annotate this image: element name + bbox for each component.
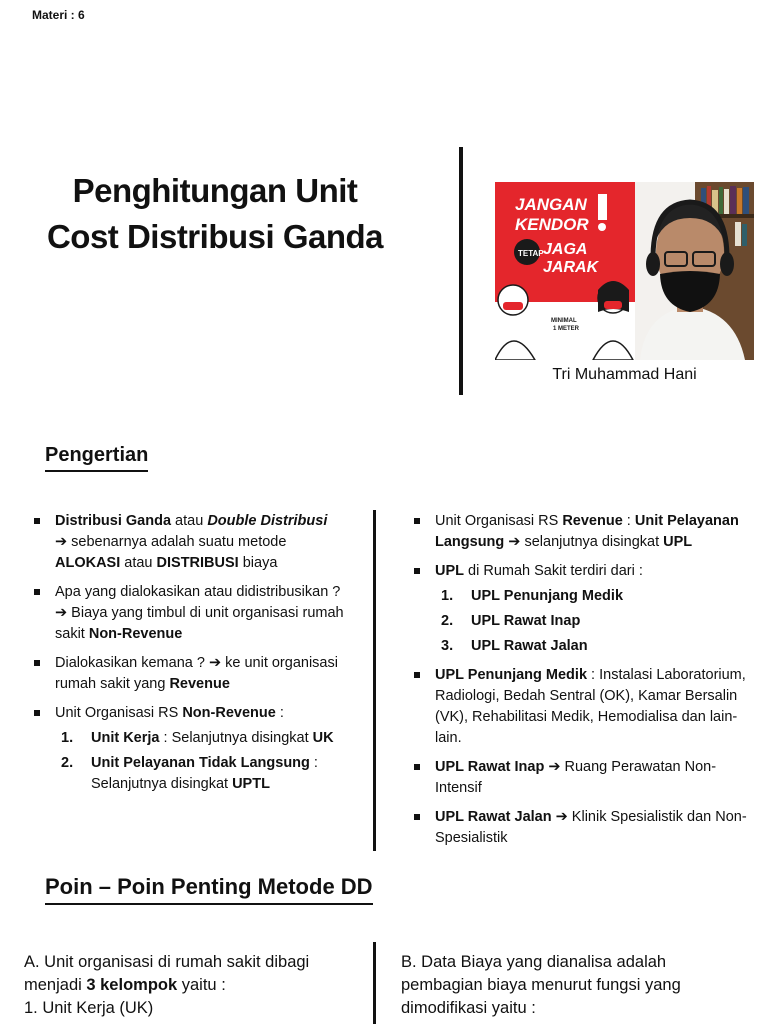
list-item: 2. UPL Rawat Inap [441, 613, 581, 629]
poster-text-jangan: JANGAN [515, 195, 587, 214]
list-item: 1. UPL Penunjang Medik [441, 588, 624, 604]
title-divider [459, 147, 463, 395]
bottom-right-text [401, 951, 741, 1020]
author-name: Tri Muhammad Hani [552, 366, 697, 383]
right-column [412, 511, 754, 857]
page-title [30, 168, 400, 260]
bottom-left-text [24, 951, 354, 1020]
point-b: B. Data Biaya yang dianalisa adalah pembagian biaya menurut fungsi yang dimodifikasi yaitu : [401, 953, 681, 1017]
bullet-unit-non-revenue: Unit Organisasi RS Non-Revenue : 1. Unit Kerja : Selanjutnya disingkat UK 2. Unit Pelayanan Tidak Langsung : Selanjutnya disingkat UPTL [32, 703, 352, 795]
column-divider [373, 510, 376, 851]
bullet-upl-terdiri: UPL di Rumah Sakit terdiri dari : 1. UPL Penunjang Medik 2. UPL Rawat Inap 3. UPL Rawat Jalan [412, 561, 754, 657]
section-heading-pengertian: Pengertian [45, 444, 148, 472]
author-photo [495, 182, 754, 360]
bullet-apa-dialokasikan: Apa yang dialokasikan atau didistribusikan ? ➔ Biaya yang timbul di unit organisasi rumah sakit Non-Revenue [32, 582, 352, 645]
list-item: 1. Unit Kerja : Selanjutnya disingkat UK [61, 730, 334, 746]
poster-text-tetap: TETAP [518, 249, 544, 258]
list-item: 2. Unit Pelayanan Tidak Langsung : Selanjutnya disingkat UPTL [61, 755, 318, 792]
bullet-unit-revenue: Unit Organisasi RS Revenue : Unit Pelayanan Langsung ➔ selanjutnya disingkat UPL [412, 511, 754, 553]
poster-text-minimal: MINIMAL [551, 318, 577, 324]
bottom-column-divider [373, 942, 376, 1024]
section-heading-poin-penting: Poin – Poin Penting Metode DD [45, 874, 373, 905]
materi-label: Materi : 6 [32, 8, 85, 22]
poster-text-kendor: KENDOR [515, 215, 589, 234]
bullet-dialokasikan-kemana: Dialokasikan kemana ? ➔ ke unit organisasi rumah sakit yang Revenue [32, 653, 352, 695]
bullet-upl-rawat-jalan: UPL Rawat Jalan ➔ Klinik Spesialistik dan Non-Spesialistik [412, 807, 754, 849]
point-a: A. Unit organisasi di rumah sakit dibagi menjadi 3 kelompok yaitu : [24, 953, 310, 994]
list-item: 3. UPL Rawat Jalan [441, 638, 588, 654]
poster-text-jarak: JARAK [543, 259, 599, 276]
bullet-upl-rawat-inap: UPL Rawat Inap ➔ Ruang Perawatan Non-Intensif [412, 757, 754, 799]
poster-text-jaga: JAGA [543, 241, 588, 258]
title-line-1: Penghitungan Unit [72, 172, 358, 209]
title-line-2: Cost Distribusi Ganda [46, 218, 384, 255]
poster-text-meter: 1 METER [553, 326, 580, 332]
bullet-distribusi-ganda: Distribusi Ganda atau Double Distribusi ➔ sebenarnya adalah suatu metode ALOKASI atau DISTRIBUSI biaya [32, 511, 352, 574]
point-a-item-1: 1. Unit Kerja (UK) [24, 999, 154, 1017]
left-column [32, 511, 352, 803]
bullet-upl-penunjang-medik: UPL Penunjang Medik : Instalasi Laboratorium, Radiologi, Bedah Sentral (OK), Kamar Bersalin (VK), Rehabilitasi Medik, Hemodialisa dan lain-lain. [412, 665, 754, 749]
